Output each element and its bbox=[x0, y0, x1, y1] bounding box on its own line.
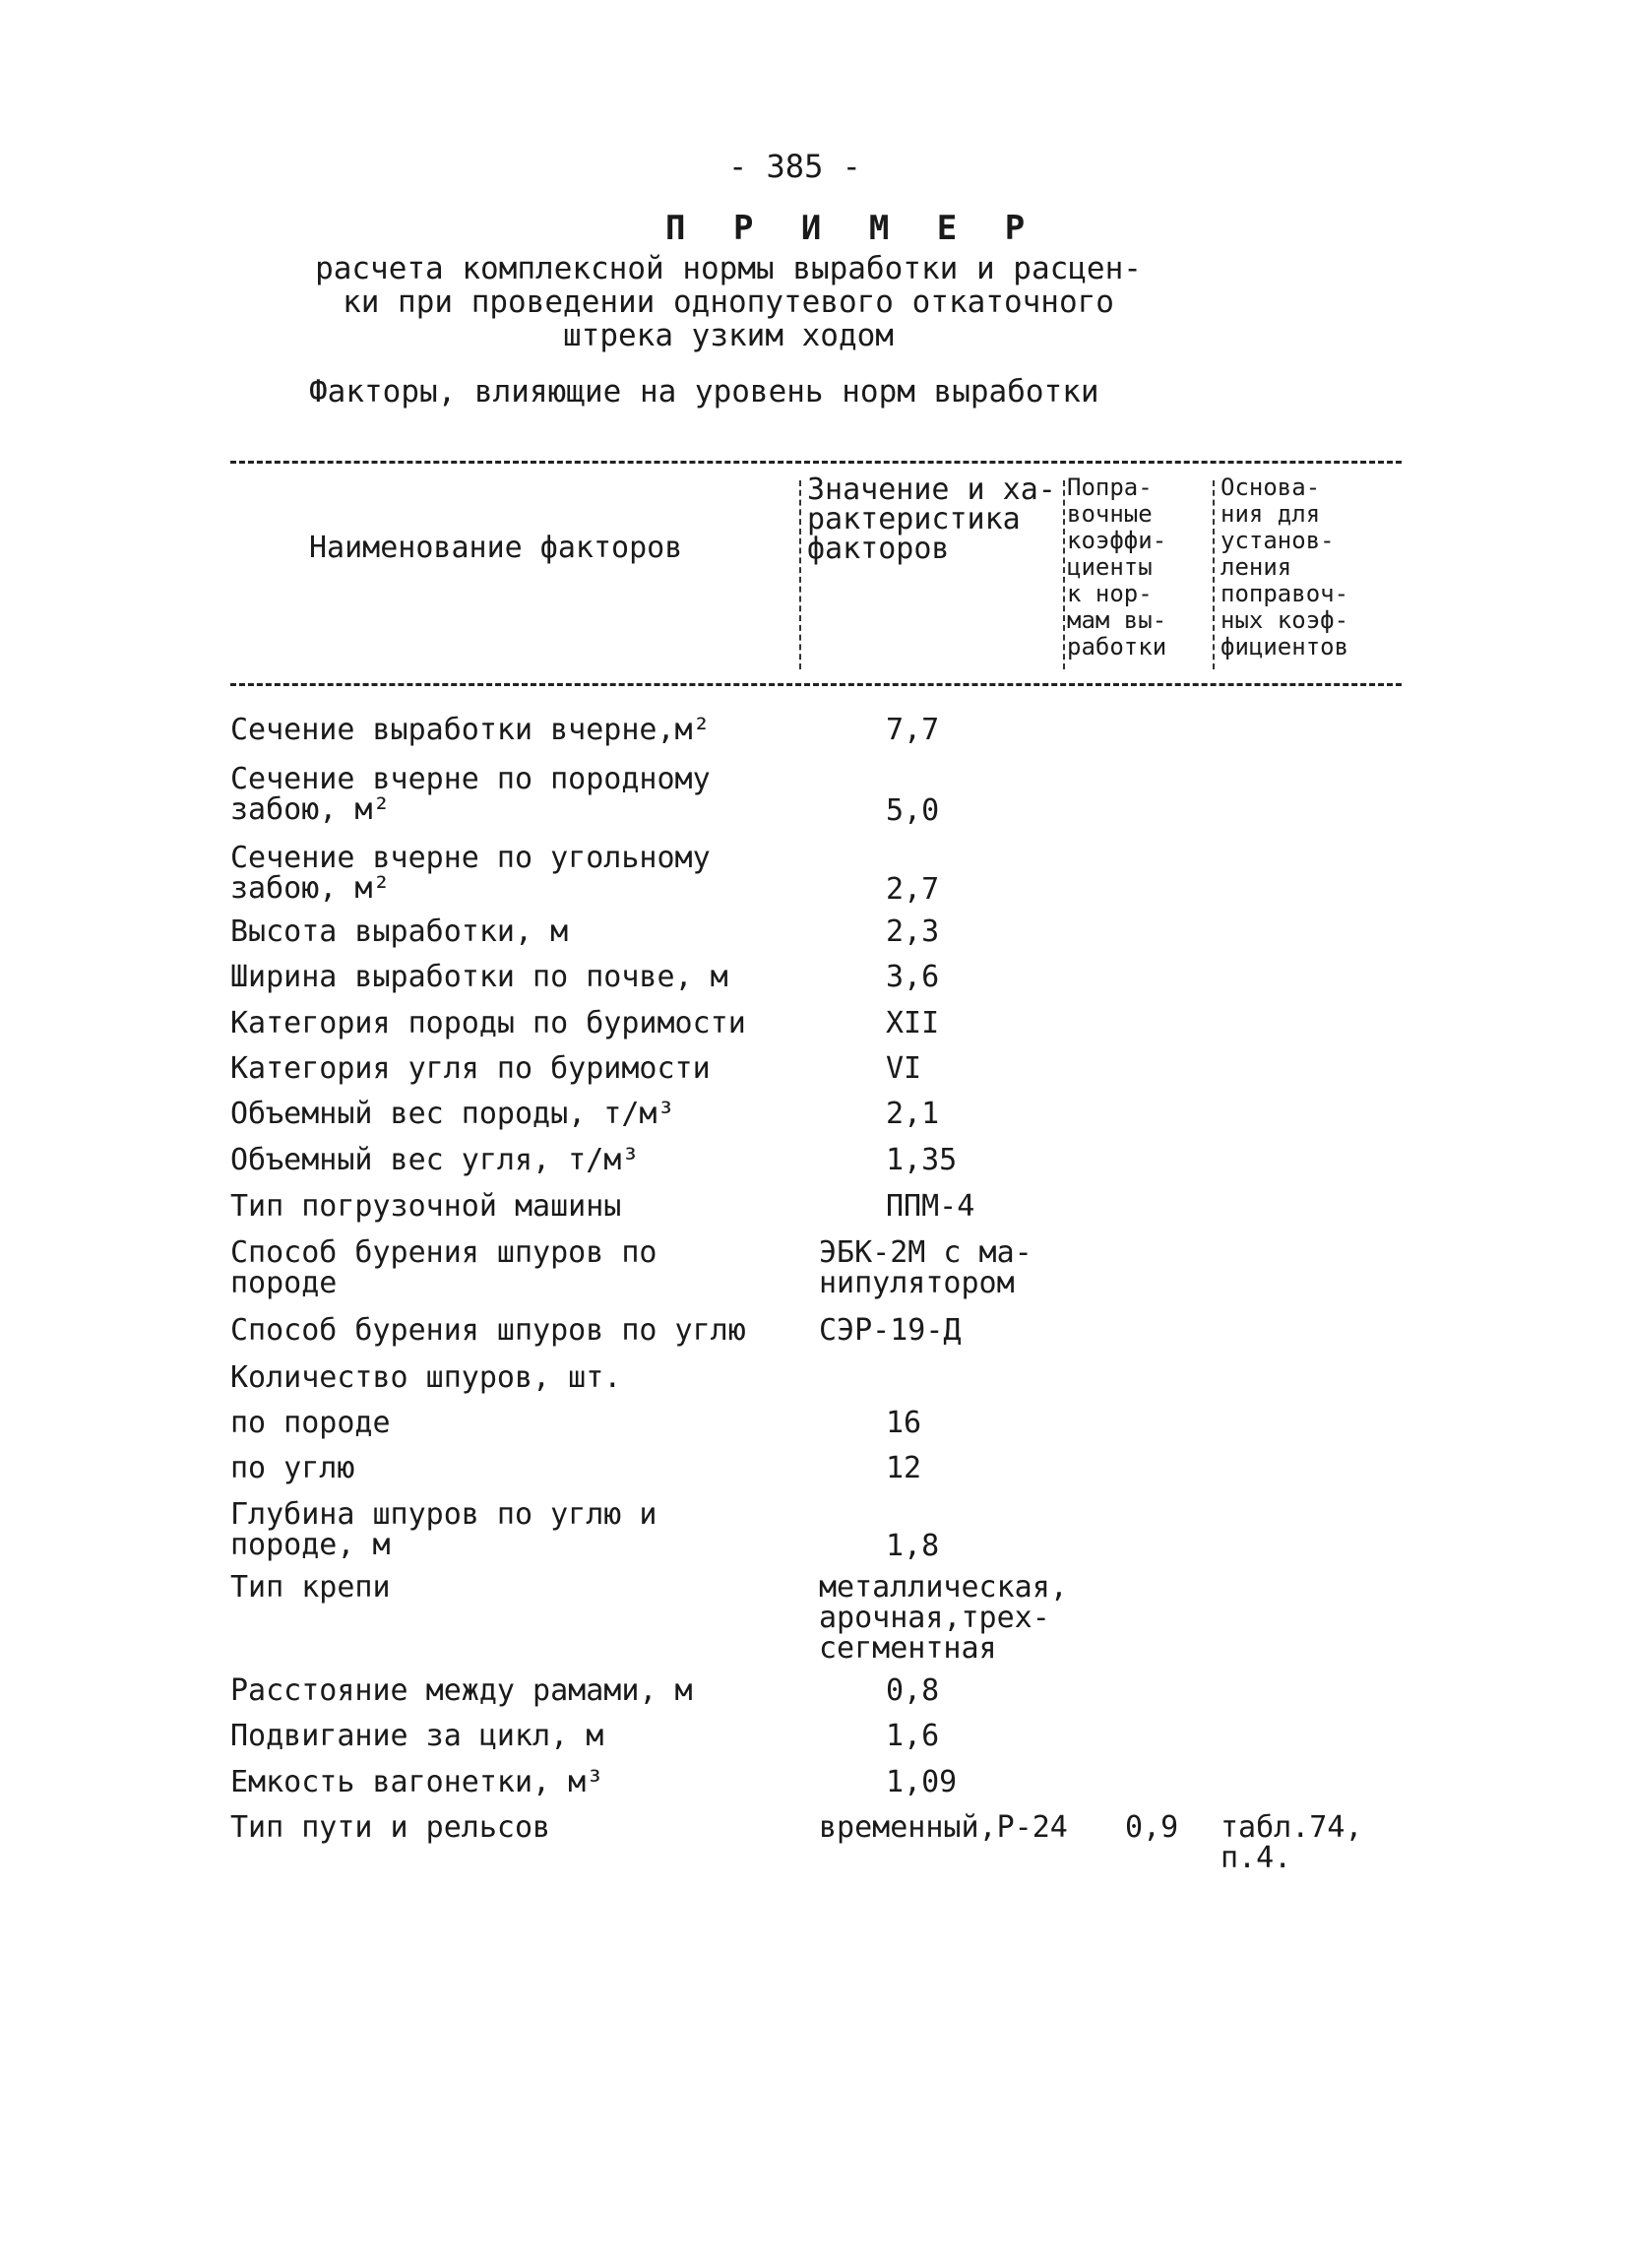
factor-value: 2,7 bbox=[886, 872, 940, 907]
factor-basis: табл.74, п.4. bbox=[1220, 1810, 1363, 1875]
page-title: П Р И М Е Р bbox=[665, 209, 1039, 248]
factor-name: по породе bbox=[230, 1406, 391, 1440]
factor-value: 3,6 bbox=[886, 960, 940, 994]
factor-name: Тип крепи bbox=[230, 1570, 391, 1605]
factor-name: Емкость вагонетки, м³ bbox=[230, 1765, 604, 1799]
factor-name: Глубина шпуров по углю и породе, м bbox=[230, 1497, 657, 1562]
factor-name: Количество шпуров, шт. bbox=[230, 1360, 622, 1395]
factor-value: 16 bbox=[886, 1406, 922, 1440]
factor-value: ЭБК-2М с ма- нипулятором bbox=[819, 1235, 1033, 1300]
factor-name: Расстояние между рамами, м bbox=[230, 1673, 693, 1708]
header-basis: Основа- ния для установ- ления поправоч- ных коэф- фициентов bbox=[1220, 473, 1349, 661]
factor-value: 1,8 bbox=[886, 1529, 940, 1563]
factor-name: Категория угля по буримости bbox=[230, 1051, 711, 1086]
factors-heading: Факторы, влияющие на уровень норм выработки bbox=[309, 374, 1099, 410]
column-divider bbox=[1063, 480, 1065, 669]
factor-value: VI bbox=[886, 1051, 922, 1086]
factor-name: Категория породы по буримости bbox=[230, 1006, 746, 1040]
factor-value: СЭР-19-Д bbox=[819, 1313, 962, 1348]
factor-name: Подвигание за цикл, м bbox=[230, 1719, 604, 1753]
factor-name: Ширина выработки по почве, м bbox=[230, 960, 728, 994]
column-divider bbox=[1213, 480, 1215, 669]
factor-name: Сечение выработки вчерне,м² bbox=[230, 713, 711, 747]
table-top-rule bbox=[230, 461, 1402, 464]
page-subtitle: расчета комплексной нормы выработки и расцен- ки при проведении однопутевого откаточного штрека узким ходом bbox=[315, 251, 1142, 353]
table-header-rule bbox=[230, 683, 1402, 686]
factor-coefficient: 0,9 bbox=[1125, 1810, 1179, 1845]
factor-name: Тип пути и рельсов bbox=[230, 1810, 551, 1845]
factor-value: 1,35 bbox=[886, 1143, 958, 1177]
factor-value: 0,8 bbox=[886, 1673, 940, 1708]
factor-name: Сечение вчерне по породному забою, м² bbox=[230, 762, 711, 827]
factor-name: по углю bbox=[230, 1451, 355, 1485]
factor-name: Высота выработки, м bbox=[230, 914, 569, 949]
factor-value: 2,3 bbox=[886, 914, 940, 949]
factor-name: Способ бурения шпуров по породе bbox=[230, 1235, 657, 1300]
header-coefficients: Попра- вочные коэффи- циенты к нор- мам вы- работки bbox=[1067, 473, 1167, 661]
factor-value: ППМ-4 bbox=[886, 1189, 975, 1224]
factor-name: Сечение вчерне по угольному забою, м² bbox=[230, 841, 711, 906]
factor-value: 5,0 bbox=[886, 793, 940, 828]
factor-value: 2,1 bbox=[886, 1097, 940, 1131]
page-number: - 385 - bbox=[728, 148, 861, 185]
factor-value: 1,09 bbox=[886, 1765, 958, 1799]
header-value: Значение и ха- рактеристика факторов bbox=[807, 472, 1056, 566]
column-divider bbox=[799, 480, 801, 669]
factor-name: Объемный вес угля, т/м³ bbox=[230, 1143, 640, 1177]
factor-name: Тип погрузочной машины bbox=[230, 1189, 622, 1224]
factor-name: Объемный вес породы, т/м³ bbox=[230, 1097, 675, 1131]
factor-value: 7,7 bbox=[886, 713, 940, 747]
factor-value: XII bbox=[886, 1006, 940, 1040]
factor-value: 1,6 bbox=[886, 1719, 940, 1753]
header-name: Наименование факторов bbox=[309, 531, 683, 565]
factor-value: 12 bbox=[886, 1451, 922, 1485]
factor-value: временный,Р-24 bbox=[819, 1810, 1068, 1845]
factor-name: Способ бурения шпуров по углю bbox=[230, 1313, 746, 1348]
factor-value: металлическая, арочная,трех- сегментная bbox=[819, 1570, 1068, 1666]
